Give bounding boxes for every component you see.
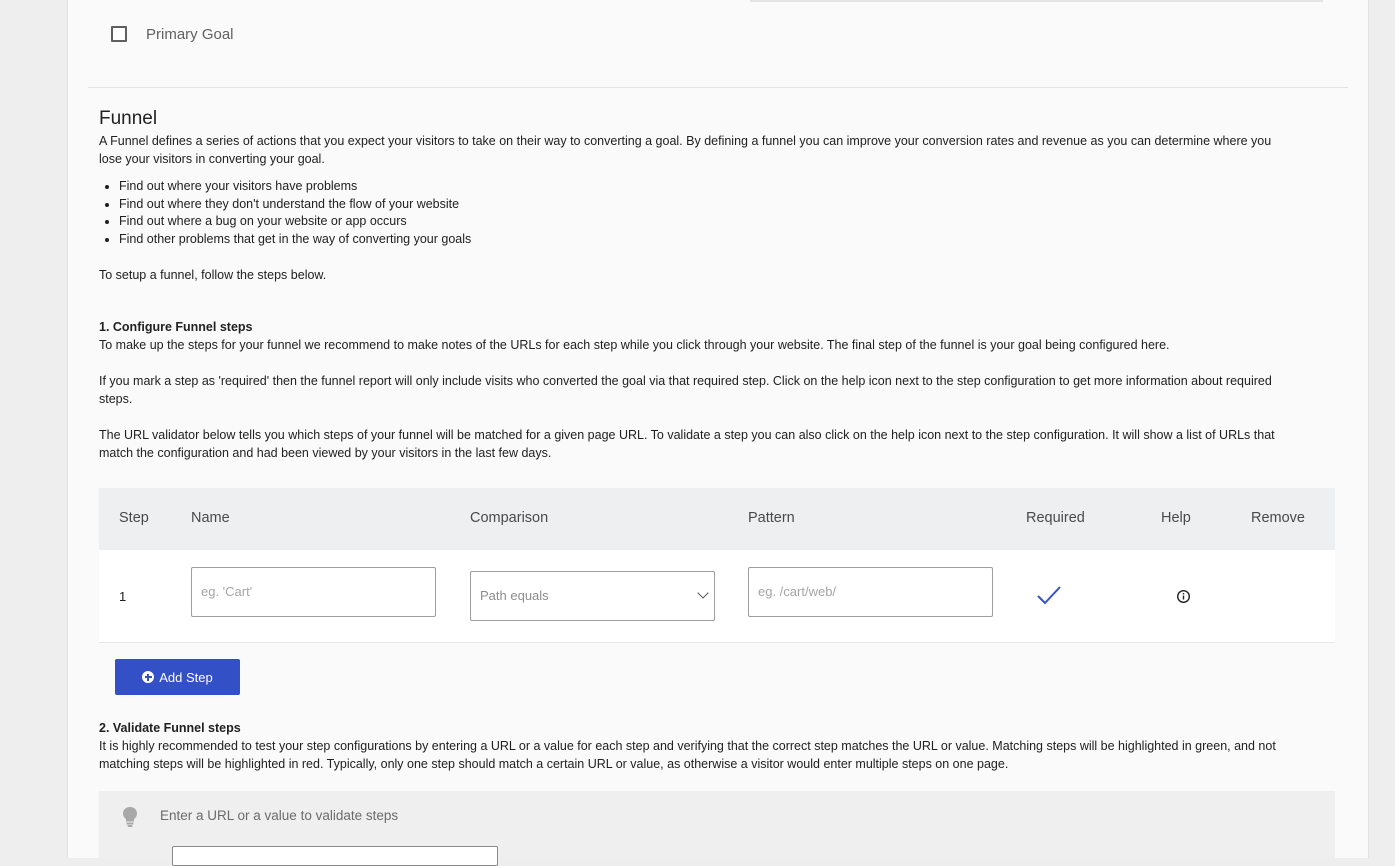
table-header	[99, 488, 1335, 550]
funnel-steps-table	[99, 488, 1335, 643]
validate-line1: It is highly recommended to test your step configurations by entering a URL or a value for each step and verifying that the correct step matches the URL or value. Matching steps will be highlighted in green, and not	[99, 739, 1276, 753]
header-help: Help	[1161, 510, 1191, 526]
required-check-icon[interactable]	[1036, 585, 1062, 607]
add-step-button[interactable]	[115, 659, 240, 695]
list-item: • Find out where a bug on your website or app occurs	[119, 213, 471, 231]
validate-url-input[interactable]	[172, 846, 498, 866]
funnel-intro-line1: A Funnel defines a series of actions that you expect your visitors to take on their way to converting a goal. By defining a funnel you can improve your conversion rates and revenue as you can determine where you	[99, 134, 1272, 148]
primary-goal-label: Primary Goal	[146, 26, 234, 43]
primary-goal-checkbox[interactable]	[111, 26, 127, 42]
header-name: Name	[191, 510, 230, 526]
validate-input-label: Enter a URL or a value to validate steps	[160, 808, 399, 823]
configure-p2-line1: If you mark a step as 'required' then the funnel report will only include visits who converted the goal via that required step. Click on the help icon next to the step configuration to get more information about required	[99, 374, 1272, 388]
comparison-select[interactable]	[470, 571, 715, 621]
header-remove: Remove	[1251, 510, 1305, 526]
section-divider	[88, 87, 1348, 88]
funnel-intro-line2: lose your visitors in converting your goal.	[99, 152, 325, 166]
configure-heading: 1. Configure Funnel steps	[99, 320, 253, 334]
configure-p3-line2: match the configuration and had been viewed by your visitors in the last few days.	[99, 446, 552, 460]
row-step-number: 1	[119, 589, 127, 604]
chevron-down-icon	[697, 587, 708, 598]
comparison-selected-value: Path equals	[480, 588, 549, 603]
header-required: Required	[1026, 510, 1085, 526]
configure-p2-line2: steps.	[99, 392, 133, 406]
lightbulb-icon	[121, 806, 139, 828]
help-info-icon[interactable]	[1176, 589, 1191, 604]
header-pattern: Pattern	[748, 510, 795, 526]
validate-line2: matching steps will be highlighted in red. Typically, only one step should match a certain URL or value, as otherwise a visitor would enter multiple steps on one page.	[99, 757, 1009, 771]
configure-p3-line1: The URL validator below tells you which steps of your funnel will be matched for a given page URL. To validate a step you can also click on the help icon next to the step configuration. It will show a list of URLs that	[99, 428, 1275, 442]
funnel-title: Funnel	[99, 108, 158, 129]
step-name-placeholder: eg. 'Cart'	[201, 584, 253, 599]
configure-p1: To make up the steps for your funnel we recommend to make notes of the URLs for each step while you click through your website. The final step of the funnel is your goal being configured here.	[99, 338, 1170, 352]
funnel-benefits-list	[99, 178, 471, 248]
plus-circle-icon	[142, 671, 154, 683]
validate-heading: 2. Validate Funnel steps	[99, 721, 241, 735]
list-item: • Find out where they don't understand the flow of your website	[119, 196, 471, 214]
header-step: Step	[119, 510, 149, 526]
header-comparison: Comparison	[470, 510, 549, 526]
pattern-placeholder: eg. /cart/web/	[758, 584, 837, 599]
step-name-input[interactable]	[191, 567, 436, 617]
list-item: • Find out where your visitors have problems	[119, 178, 471, 196]
setup-text: To setup a funnel, follow the steps below.	[99, 268, 327, 282]
list-item: • Find other problems that get in the way of converting your goals	[119, 231, 471, 249]
previous-input-border	[750, 0, 1323, 2]
add-step-label: Add Step	[159, 669, 213, 685]
pattern-input[interactable]	[748, 567, 993, 617]
